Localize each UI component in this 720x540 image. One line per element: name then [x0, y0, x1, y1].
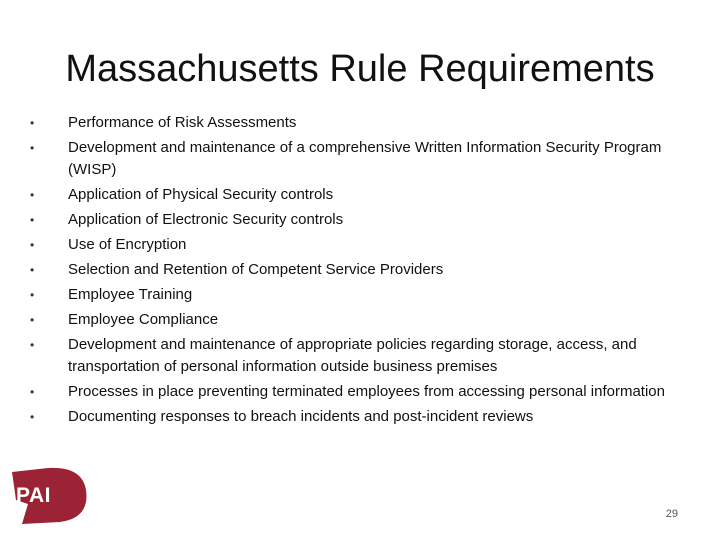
list-item: [28, 406, 668, 428]
list-item-text: Performance of Risk Assessments: [68, 114, 297, 131]
bullet-icon: •: [30, 263, 35, 277]
list-item-text: Selection and Retention of Competent Service Providers: [68, 261, 444, 278]
list-item: [28, 184, 668, 206]
list-item: [28, 309, 668, 331]
list-item: [28, 234, 668, 256]
page-number: 29: [665, 508, 678, 520]
bullet-list: [28, 112, 668, 431]
bullet-icon: •: [30, 338, 35, 352]
list-item: [28, 259, 668, 281]
bullet-icon: •: [30, 213, 35, 227]
list-item-text: Development and maintenance of a comprehensive Written Information Security Program (WISP): [68, 139, 662, 178]
list-item-text: Employee Compliance: [68, 311, 219, 328]
bullet-icon: •: [30, 288, 35, 302]
list-item-text: Application of Electronic Security controls: [68, 211, 344, 228]
list-item: [28, 381, 668, 403]
logo-text: PAI: [16, 484, 51, 507]
list-item: [28, 284, 668, 306]
list-item-text: Employee Training: [68, 286, 193, 303]
bullet-icon: •: [30, 188, 35, 202]
bullet-icon: •: [30, 313, 35, 327]
bullet-icon: •: [30, 410, 35, 424]
list-item-text: Processes in place preventing terminated employees from accessing personal information: [68, 383, 665, 400]
bullet-icon: •: [30, 141, 35, 155]
list-item-text: Use of Encryption: [68, 236, 187, 253]
list-item-text: Development and maintenance of appropriate policies regarding storage, access, and transportation of personal information outside business premises: [68, 336, 637, 375]
list-item-text: Documenting responses to breach incidents and post-incident reviews: [68, 408, 534, 425]
bullet-icon: •: [30, 385, 35, 399]
bullet-icon: •: [30, 238, 35, 252]
slide-title: Massachusetts Rule Requirements: [65, 48, 655, 90]
list-item: [28, 112, 668, 134]
bullet-icon: •: [30, 116, 35, 130]
list-item: [28, 137, 668, 181]
list-item-text: Application of Physical Security controls: [68, 186, 334, 203]
list-item: [28, 334, 668, 378]
list-item: [28, 209, 668, 231]
